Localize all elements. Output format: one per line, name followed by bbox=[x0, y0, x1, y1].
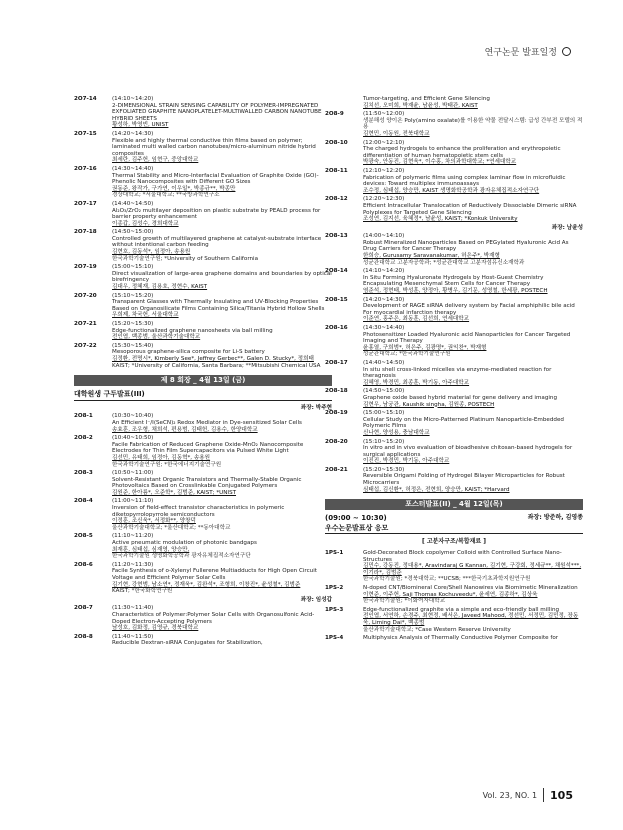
entry-code: 2O8-10 bbox=[325, 139, 348, 146]
entry-title: 2-DIMENSIONAL STRAIN SENSING CAPABILITY OF POLYMER-IMPREGNATED EXFOLIATED GRAPHITE NANOPLATELET-MULTIWALLED CARBON NANOTUBE HYBRID SHEETS bbox=[112, 102, 322, 122]
entry-body bbox=[112, 131, 332, 164]
schedule-entry bbox=[325, 439, 583, 465]
entry-code: 2O7-19 bbox=[74, 264, 97, 271]
entry-body bbox=[363, 585, 583, 605]
left-column bbox=[74, 96, 332, 649]
entry-authors: 남성호, 김화정, 김영규, 경북대학교 bbox=[112, 625, 199, 632]
entry-code: 2O8-4 bbox=[74, 498, 93, 505]
entry-time: (15:20~15:30) bbox=[363, 466, 405, 473]
entry-title: Inversion of field-effect transistor characteristics in polymeric diketopyrrolopyrrole semiconductors bbox=[112, 505, 285, 518]
entry-title: Efficient Intracellular Translocation of Reductively Dissociable Dimeric siRNA Polyplexes for Targeted Gene Silencing bbox=[363, 202, 577, 216]
entry-body bbox=[363, 111, 583, 137]
entry-title: Reversible Origami Folding of Hydrogel Bilayer Microparticles for Robust Microcarriers bbox=[363, 473, 565, 487]
session-name: 대학원생 구두발표(III) bbox=[74, 390, 145, 399]
entry-body bbox=[363, 439, 583, 465]
entry-affiliation: 성균관대학교; *한국과학기술연구원 bbox=[363, 351, 451, 358]
entry-code bbox=[325, 96, 363, 109]
entry-code: 2O8-1 bbox=[74, 413, 93, 420]
entry-body bbox=[363, 388, 583, 408]
entry-title: Multiphysics Analysis of Thermally Conductive Polymer Composite for bbox=[363, 635, 559, 642]
schedule-entry bbox=[325, 196, 583, 222]
entry-time: (15:00~15:10) bbox=[112, 264, 154, 271]
schedule-entry bbox=[325, 268, 583, 294]
entry-authors: 김현우, 남궁관, Kaushik singha, 김원종, POSTECH bbox=[363, 401, 495, 408]
entry-code: 2O8-16 bbox=[325, 325, 348, 331]
entry-body bbox=[112, 293, 332, 319]
poster-time-row bbox=[325, 515, 583, 522]
chair-label: 좌장: 박주현 bbox=[300, 404, 332, 411]
entry-title: Fabrication of polymeric films using complex laminar flow in microfluidic devices: Toward multiplex immunoassays bbox=[363, 174, 566, 188]
entry-time: (10:30~10:40) bbox=[112, 413, 154, 420]
entry-body bbox=[363, 96, 583, 109]
entry-body bbox=[112, 343, 332, 369]
schedule-entry bbox=[74, 413, 332, 433]
entry-time: (15:10~15:20) bbox=[112, 292, 154, 299]
entry-body bbox=[112, 413, 332, 433]
schedule-entry bbox=[325, 168, 583, 194]
entry-body bbox=[112, 605, 332, 631]
left-entry-list bbox=[74, 96, 332, 369]
entry-time: (15:20~15:30) bbox=[112, 321, 154, 327]
entry-body bbox=[363, 196, 583, 222]
entry-time: (11:50~12:00) bbox=[363, 111, 405, 118]
entry-title: Graphene oxide based hybrid material for gene delivery and imaging bbox=[363, 394, 558, 401]
entry-title: Edge-functionalized graphite via a simple and eco-friendly ball milling bbox=[363, 606, 560, 613]
entry-title: Characteristics of Polymer:Polymer Solar Cells with Organosulfonic Acid-Doped Electron-Accepting Polymers bbox=[112, 611, 315, 625]
schedule-entry bbox=[74, 166, 332, 199]
entry-body bbox=[112, 96, 332, 129]
entry-authors: 김선민, 유태희, 임정아, 김동혁*, 송용원 bbox=[112, 454, 211, 461]
entry-code: 1PS-3 bbox=[325, 606, 344, 613]
entry-code: 2O7-17 bbox=[74, 200, 97, 207]
entry-title: Al₂O₃/ZrO₂ multilayer deposition on plastic substrate by PEALD process for barrier property enhancement bbox=[112, 207, 321, 221]
entry-title: Mesoporous graphene-silica composite for Li-S battery bbox=[112, 349, 265, 356]
entry-code: 2O8-12 bbox=[325, 196, 348, 203]
entry-authors: 신나현, 양성용, 충남대학교 bbox=[363, 429, 430, 436]
entry-body bbox=[112, 470, 332, 496]
entry-time: (14:50~15:00) bbox=[363, 388, 405, 395]
entry-body bbox=[112, 229, 332, 262]
entry-body bbox=[363, 410, 583, 436]
entry-code: 2O8-14 bbox=[325, 268, 348, 275]
divider bbox=[325, 533, 583, 534]
entry-code: 2O8-8 bbox=[74, 633, 93, 640]
entry-authors: 한희승, Gurusamy Saravanakumar, 허은주*, 박재형 bbox=[363, 253, 500, 260]
entry-title: N-doped CNT/Biomineral Core/Shell Nanowires via Biomimetic Mineralization bbox=[363, 585, 578, 591]
entry-authors: 이종갑, 김성수, 경희대학교 bbox=[112, 220, 179, 227]
entry-body bbox=[112, 166, 332, 199]
entry-affiliation: 한국과학기술원; *경북대학교; **UCSB; ***한국기초과학지원연구원 bbox=[363, 576, 531, 583]
entry-authors: 이진진, 박경민, 박기동, 아주대학교 bbox=[363, 458, 450, 465]
poster-chair: 좌장: 방준하, 김영종 bbox=[527, 514, 583, 522]
schedule-entry bbox=[325, 635, 583, 642]
entry-title: Thermal Stability and Micro-Interfacial Evaluation of Graphite Oxide (GO)-Phenolic Nanocomposites with Different GO Sizes bbox=[112, 172, 319, 186]
entry-authors: 황성하, 박영빈, UNIST bbox=[112, 122, 169, 129]
entry-time: (10:40~10:50) bbox=[112, 435, 154, 442]
entry-code: 1PS-2 bbox=[325, 585, 344, 591]
entry-title: The charged hydrogels to enhance the proliferation and erythropoietic differentiation of human hematopoietic stem cells bbox=[363, 146, 561, 159]
entry-time: (14:30~14:40) bbox=[112, 165, 154, 172]
entry-title: Edge-functionalized graphene nanosheets via ball milling bbox=[112, 327, 273, 334]
entry-authors: 우희제, 차국헌, 서울대학교 bbox=[112, 312, 179, 319]
entry-title: Direct visualization of large-area graphene domains and boundaries by optical birefringency bbox=[112, 270, 332, 284]
entry-title: Facile Fabrication of Reduced Graphene Oxide-MnO₂ Nanocomposite Electrodes for Thin Film Supercapacitors via Pulsed White Light bbox=[112, 441, 304, 455]
entry-code: 2O8-20 bbox=[325, 438, 348, 445]
entry-code: 1PS-1 bbox=[325, 550, 344, 557]
entry-body bbox=[363, 360, 583, 386]
entry-affiliation: KAIST; *University of California, Santa Barbara; **Mitsubishi Chemical USA bbox=[112, 362, 321, 369]
entry-authors: 김대우, 정혜재, 김용호, 정현수, KAIST bbox=[112, 284, 208, 291]
schedule-entry bbox=[325, 410, 583, 436]
entry-authors: 김혜영, 박경민, 최종훈, 박기동, 아주대학교 bbox=[363, 379, 470, 386]
schedule-entry bbox=[74, 343, 332, 369]
poster-entry-list bbox=[325, 550, 583, 642]
entry-title: Cellular Study on the Micro-Patterned Platinum Nanoparticle-Embedded Polymeric Films bbox=[363, 416, 564, 430]
entry-time: (12:20~12:30) bbox=[363, 196, 405, 203]
entry-time: (15:00~15:10) bbox=[363, 410, 405, 417]
entry-title: Solvent-Resistant Organic Transistors and Thermally-Stable Organic Photovoltaics Based on Crosslinkable Conjugated Polymers bbox=[112, 476, 302, 490]
entry-time: (15:30~15:40) bbox=[112, 342, 154, 349]
schedule-entry bbox=[325, 388, 583, 408]
entry-body bbox=[363, 607, 583, 633]
entry-authors: 전인엽, 서연하, 손경주, 최현정, 배서은, Javeed Mahood, 정선민, 서정민, 김민정, 장동욱, Liming Dai*, 백종범 bbox=[363, 613, 579, 626]
footer-separator bbox=[543, 788, 544, 802]
entry-body bbox=[363, 467, 583, 493]
entry-code: 2O8-21 bbox=[325, 466, 348, 473]
circle-bullet-icon bbox=[562, 47, 571, 56]
award-heading: 우수논문발표상 응모 bbox=[325, 523, 389, 532]
schedule-entry bbox=[74, 131, 332, 164]
entry-code: 2O7-14 bbox=[74, 96, 97, 102]
entry-code: 2O8-18 bbox=[325, 388, 348, 395]
entry-body bbox=[363, 168, 583, 194]
entry-body bbox=[112, 201, 332, 227]
entry-time: (14:20~14:30) bbox=[112, 130, 154, 137]
entry-code: 2O7-16 bbox=[74, 165, 97, 172]
schedule-entry bbox=[74, 293, 332, 319]
poster-time: (09:00 ~ 10:30) bbox=[325, 514, 387, 523]
schedule-entry bbox=[325, 550, 583, 583]
session-header bbox=[74, 391, 332, 398]
entry-time: (11:20~11:30) bbox=[112, 561, 154, 568]
chair-label: 좌장: 임성갑 bbox=[300, 596, 332, 603]
schedule-entry bbox=[74, 321, 332, 341]
entry-time: (14:40~14:50) bbox=[363, 359, 405, 366]
entry-authors: 이준연, 홍주은, 최동훈, 김선희, 연세대학교 bbox=[363, 316, 470, 323]
left-entry-list-2 bbox=[74, 405, 332, 647]
entry-time: (14:20~14:30) bbox=[363, 296, 405, 303]
entry-affiliation: 한국과학기술연구원; *University of Southern California bbox=[112, 255, 259, 262]
entry-title: An Efficient I⁻/I(SeCN)₂ Redox Mediator in Dye-sensitized Solar Cells bbox=[112, 419, 302, 426]
entry-body bbox=[112, 562, 332, 595]
entry-code: 1PS-4 bbox=[325, 635, 344, 642]
entry-title: Tumor-targeting, and Efficient Gene Silencing bbox=[363, 96, 490, 102]
schedule-entry bbox=[74, 229, 332, 262]
entry-authors: 전인엽, 백종범, 울산과학기술대학교 bbox=[112, 334, 201, 341]
entry-code: 2O8-15 bbox=[325, 296, 348, 303]
entry-title: Controlled growth of multilayered graphene at catalyst-substrate interface without intentional carbon feeding bbox=[112, 235, 322, 249]
entry-body bbox=[112, 498, 332, 531]
entry-body bbox=[112, 321, 332, 341]
entry-authors: 조성연, 김지선, 육혜정*, 남윤성, KAIST; *Konkuk University bbox=[363, 216, 518, 223]
schedule-entry bbox=[74, 634, 332, 647]
entry-code: 2O8-9 bbox=[325, 111, 344, 118]
entry-title: Development of RAGE siRNA delivery system by Facial amphiphilic bile acid For myocardial infarction therapy bbox=[363, 303, 575, 316]
entry-code: 2O8-19 bbox=[325, 410, 348, 417]
schedule-entry bbox=[74, 435, 332, 468]
entry-affiliation: 한국과학기술원 생명화학공학과 광자유체집적소자연구단 bbox=[112, 553, 251, 560]
entry-body bbox=[112, 634, 332, 647]
entry-time: (12:00~12:10) bbox=[363, 139, 405, 146]
entry-authors: 권동준, 왕작가, 구가연, 이우일*, 박종규**, 박종만 bbox=[112, 185, 236, 192]
entry-title: In Situ Forming Hyaluronate Hydrogels by Host-Guest Chemistry Encapsulating Mesenchymal Stem Cells for Cancer Therapy bbox=[363, 274, 544, 288]
schedule-entry bbox=[74, 264, 332, 290]
schedule-entry bbox=[325, 325, 583, 358]
entry-authors: 김기현, 강현범, 남소연*, 정재욱*, 김완석*, 조형희, 이창진*, 윤성철*, 김범준 bbox=[112, 581, 301, 588]
entry-affiliation: KAIST; *한국화학연구원 bbox=[112, 588, 173, 595]
entry-code: 2O8-7 bbox=[74, 605, 93, 612]
chair-label: 좌장: 남윤성 bbox=[551, 224, 583, 231]
schedule-entry bbox=[74, 605, 332, 631]
schedule-entry bbox=[325, 233, 583, 266]
right-entry-list bbox=[325, 96, 583, 493]
entry-title: Reducible Dextran-siRNA Conjugates for Stabilization, bbox=[112, 640, 263, 647]
entry-code: 2O7-22 bbox=[74, 342, 97, 349]
entry-time: (11:30~11:40) bbox=[112, 605, 154, 612]
schedule-entry bbox=[325, 297, 583, 323]
volume-label: Vol. 23, NO. 1 bbox=[482, 790, 538, 800]
entry-authors: 김정환, 전명시*, Kimberly See*, Jeffrey Gerbec**, Galen D. Stucky*, 정희태 bbox=[112, 355, 314, 362]
entry-affiliation: 한국과학기술연구원; *한국에너지기술연구원 bbox=[112, 461, 222, 468]
entry-code: 2O7-18 bbox=[74, 229, 97, 236]
entry-body bbox=[363, 268, 583, 294]
divider bbox=[74, 400, 332, 401]
entry-body bbox=[112, 264, 332, 290]
entry-title: Flexible and highly thermal conductive thin films based on polymer; laminated multi walled carbon nanotubes/micro-aluminum nitride hybrid composites bbox=[112, 137, 316, 157]
entry-time: (14:00~14:10) bbox=[363, 233, 405, 240]
session-bar: 제 8 회장 _ 4월 13일 (금) bbox=[74, 375, 332, 386]
entry-authors: 김민수, 강동진, 정대용*, Aravindaraj G Kannan, 김기현, 구강회, 정세규**, 채원석***, 이기라*, 김범준 bbox=[363, 563, 582, 576]
schedule-entry bbox=[74, 201, 332, 227]
entry-code: 2O8-3 bbox=[74, 470, 93, 477]
entry-code: 2O8-11 bbox=[325, 167, 348, 174]
page-footer bbox=[483, 788, 573, 802]
page-number: 105 bbox=[550, 788, 573, 802]
entry-time: (14:10~14:20) bbox=[363, 268, 405, 275]
entry-time: (14:50~15:00) bbox=[112, 229, 154, 236]
entry-authors: 이현준, 이주헌, Saji Thomas Kochuveedu*, 윤세연, 김종하*, 김상욱 bbox=[363, 591, 538, 598]
entry-title: Transparent Glasses with Thermally Insulating and UV-Blocking Properties Based on Organosilicate Films Containing Silica/Titania Hybrid Hollow Shells bbox=[112, 299, 325, 312]
entry-code: 2O8-17 bbox=[325, 359, 348, 366]
entry-time: (10:50~11:00) bbox=[112, 470, 154, 477]
entry-time: (14:10~14:20) bbox=[112, 96, 154, 102]
right-column bbox=[325, 96, 583, 644]
entry-authors: 최세란, 김주헌, 임현구, 중앙대학교 bbox=[112, 157, 199, 164]
entry-authors: 김치선, 오미희, 박재윤, 남윤성, 박태관, KAIST bbox=[363, 102, 478, 109]
entry-body bbox=[363, 635, 583, 642]
entry-affiliation: 성균관대학교 고분자공학과; *성균관대학교 고분자섬유신소재학과 bbox=[363, 259, 525, 266]
entry-body bbox=[363, 325, 583, 358]
entry-title: Robust Mineralized Nanoparticles Based on PEGylated Hyaluronic Acid As Drug Carriers for Cancer Therapy bbox=[363, 239, 569, 253]
entry-authors: 최재훈, 심태섭, 심재영, 양승만, bbox=[112, 546, 190, 553]
entry-code: 2O8-5 bbox=[74, 533, 93, 540]
schedule-entry bbox=[325, 360, 583, 386]
page-header bbox=[485, 45, 571, 58]
entry-body bbox=[363, 550, 583, 583]
entry-authors: 김현호, 김동석*, 임정아, 송용원 bbox=[112, 249, 191, 256]
entry-title: Gold-Decorated Block copolymer Colloid with Controlled Surface Nano-Structures bbox=[363, 550, 562, 563]
entry-code: 2O7-20 bbox=[74, 292, 97, 299]
poster-bar: 포스터발표(II) _ 4월 12일(목) bbox=[325, 499, 583, 510]
entry-code: 2O8-13 bbox=[325, 233, 348, 240]
entry-code: 2O8-6 bbox=[74, 561, 93, 568]
entry-time: (11:00~11:10) bbox=[112, 498, 154, 505]
schedule-entry bbox=[325, 585, 583, 605]
entry-body bbox=[363, 233, 583, 266]
entry-authors: 박광숙, 안동진, 김현욱*, 이수홍, 차의과학대학교; *연세대학교 bbox=[363, 159, 517, 166]
schedule-entry bbox=[74, 96, 332, 129]
schedule-entry bbox=[325, 96, 583, 109]
entry-title: In vitro and in vivo evaluation of bioadhesive chitosan-based hydrogels for surgical applications bbox=[363, 445, 573, 458]
entry-authors: 송효훈, 조우형, 채희석, 편용범, 김태헌, 김용수, 한양대학교 bbox=[112, 426, 258, 433]
entry-affiliation: 경상대학교; *서울대학교; **국방과학연구소 bbox=[112, 192, 220, 199]
entry-time: (11:10~11:20) bbox=[112, 533, 154, 540]
schedule-entry bbox=[74, 533, 332, 559]
entry-affiliation: 울산과학기술대학교; *울산대학교; **동아대학교 bbox=[112, 524, 231, 531]
entry-code: 2O7-15 bbox=[74, 130, 97, 137]
entry-time: (14:40~14:50) bbox=[112, 200, 154, 207]
entry-body bbox=[112, 435, 332, 468]
entry-code: 2O8-2 bbox=[74, 435, 93, 442]
entry-authors: 윤홍열, 구희범*, 허은주, 김광명*, 권익찬*, 박재형 bbox=[363, 344, 487, 351]
entry-title: Active pneumatic modulation of photonic bandgaps bbox=[112, 540, 257, 547]
entry-time: (12:10~12:20) bbox=[363, 167, 405, 174]
entry-authors: 조수정, 심태섭, 양승만, KAIST 생명화학공학과 광자유체집적소자연구단 bbox=[363, 187, 540, 194]
schedule-entry bbox=[325, 607, 583, 633]
header-title: 연구논문 발표일정 bbox=[484, 48, 557, 58]
schedule-entry bbox=[325, 111, 583, 137]
entry-authors: 염준석, 정현태, 박성훈, 양정아, 황병우, 김기문, 성영철, 한세광, POSTECH bbox=[363, 288, 548, 295]
entry-authors: 김원준, 한아름*, 오준학*, 김범준, KAIST; *UNIST bbox=[112, 489, 237, 496]
schedule-entry bbox=[325, 467, 583, 493]
schedule-entry bbox=[74, 562, 332, 595]
entry-body bbox=[112, 533, 332, 559]
entry-title: In situ shell cross-linked micelles via enzyme-mediated reaction for theragnosis bbox=[363, 366, 552, 380]
entry-time: (14:30~14:40) bbox=[363, 325, 405, 331]
schedule-entry bbox=[74, 498, 332, 531]
entry-affiliation: 울산과학기술대학교; *Case Western Reserve University bbox=[363, 626, 511, 633]
entry-title: 생분해성 양이온 Poly(amino oxalate)를 이용한 약물 전달시스템: 급성 간부전 모델의 적용 bbox=[363, 117, 583, 131]
entry-authors: 심태섭, 김신환*, 허정은, 전현희, 양승만, KAIST; *Harvard bbox=[363, 486, 510, 493]
entry-title: Facile Synthesis of o-Xylenyl Fullerene Multiadducts for High Open Circuit Voltage and Efficient Polymer Solar Cells bbox=[112, 568, 317, 581]
entry-body bbox=[363, 297, 583, 323]
schedule-entry bbox=[74, 470, 332, 496]
category-heading: [ 고분자구조/복합재료 ] bbox=[421, 538, 487, 546]
entry-affiliation: 한국과학기술원; *이화여자대학교 bbox=[363, 598, 446, 605]
entry-authors: 김현민, 이동원, 전북대학교 bbox=[363, 130, 430, 137]
entry-time: (11:40~11:50) bbox=[112, 633, 154, 640]
schedule-entry bbox=[325, 140, 583, 166]
entry-authors: 이정훈, 조신욱*, 서정화**, 양창덕 bbox=[112, 518, 196, 525]
entry-time: (15:10~15:20) bbox=[363, 438, 405, 445]
entry-code: 2O7-21 bbox=[74, 321, 97, 327]
entry-title: Photosensitizer Loaded Hyaluronic acid Nanoparticles for Cancer Targeted Imaging and Therapy bbox=[363, 331, 571, 345]
entry-body bbox=[363, 140, 583, 166]
